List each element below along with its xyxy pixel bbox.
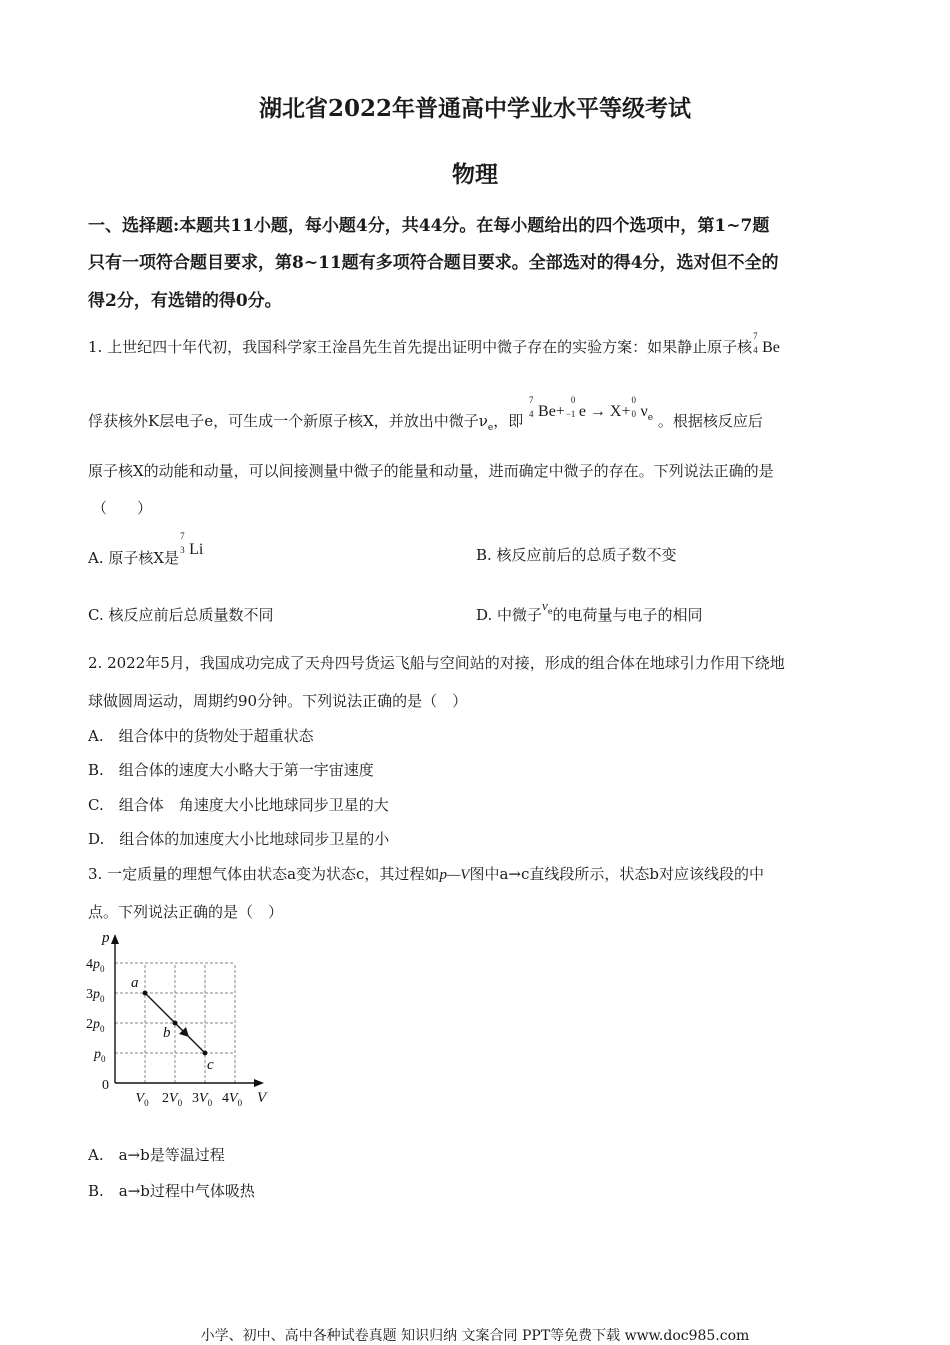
- q1-option-a: [88, 531, 204, 568]
- y-tick-label: $3p_0$: [86, 987, 105, 1004]
- q1-stem-text: 1. 上世纪四十年代初，我国科学家王淦昌先生首先提出证明中微子存在的实验方案：如果静止原子核: [88, 338, 753, 356]
- q1-line2-suffix: 。根据核反应后: [657, 412, 763, 430]
- q2-option-d: D. 组合体的加速度大小比地球同步卫星的小: [88, 830, 390, 848]
- q1-line2-mid: ，即: [493, 412, 524, 430]
- x-tick-label: $V_0$: [135, 1091, 149, 1108]
- q1-line2-prefix: 俘获核外K层电子e，可生成一个新原子核X，并放出中微子ν: [88, 412, 488, 430]
- q1-stem-line3: 原子核X的动能和动量，可以间接测量中微子的能量和动量，进而确定中微子的存在。下列说法正确的是: [88, 462, 774, 480]
- x-axis-label: V: [257, 1090, 267, 1106]
- q1-option-b: B. 核反应前后的总质子数不变: [476, 546, 677, 564]
- q2-option-a: A. 组合体中的货物处于超重状态: [88, 727, 314, 745]
- q2-option-b: B. 组合体的速度大小略大于第一宇宙速度: [88, 761, 374, 779]
- eq-be: Be+: [538, 403, 565, 420]
- q1-option-d-prefix: D. 中微子: [476, 606, 543, 624]
- page-footer: 小学、初中、高中各种试卷真题 知识归纳 文案合同 PPT等免费下载 www.doc985.com: [200, 1328, 750, 1344]
- x-tick-label: $4V_0$: [222, 1091, 243, 1108]
- q3-option-a: A. a→b是等温过程: [88, 1146, 225, 1164]
- y-tick-label: $2p_0$: [86, 1017, 105, 1034]
- li-mass-number: 7: [180, 531, 185, 541]
- x-axis-arrow: [254, 1079, 264, 1087]
- eq-e-mass: 0: [570, 395, 576, 405]
- be-charge-number: 4: [753, 345, 758, 355]
- q1-option-d-suffix: 的电荷量与电子的相同: [552, 606, 703, 624]
- chart-marks: [131, 975, 214, 1073]
- y-tick-label: $4p_0$: [86, 957, 105, 974]
- exam-title: 湖北省2022年普通高中学业水平等级考试: [258, 95, 691, 122]
- nu-subscript: e: [487, 423, 494, 433]
- eq-nu-charge: 0: [631, 409, 636, 419]
- li-charge-number: 3: [180, 545, 185, 555]
- q3-line1-b: 图中a→c直线段所示，状态b对应该线段的中: [469, 865, 764, 883]
- eq-nu-subscript: e: [647, 413, 654, 423]
- eq-be-mass: 7: [529, 395, 534, 405]
- state-label-b: b: [163, 1025, 171, 1041]
- q1-answer-blank: （ ）: [92, 499, 153, 517]
- origin-label: 0: [102, 1078, 109, 1093]
- q3-stem-line1: [88, 863, 764, 884]
- state-point-c: [203, 1051, 208, 1056]
- pv-axis-label: p—V: [439, 867, 470, 883]
- state-point-b: [173, 1021, 178, 1026]
- q1-option-d: [476, 598, 703, 626]
- q2-stem-line1: 2. 2022年5月，我国成功完成了天舟四号货运飞船与空间站的对接，形成的组合体在地球引力作用下绕地: [88, 654, 785, 672]
- q3-option-b: B. a→b过程中气体吸热: [88, 1182, 255, 1200]
- be-nuclide: [752, 331, 762, 355]
- li-symbol: Li: [189, 541, 204, 558]
- nuclear-equation: [528, 395, 654, 423]
- be-symbol: Be: [762, 339, 780, 356]
- be-mass-number: 7: [753, 331, 758, 341]
- q2-option-c: C. 组合体 角速度大小比地球同步卫星的大: [88, 796, 389, 814]
- section-instructions-line2: 只有一项符合题目要求，第8~11题有多项符合题目要求。全部选对的得4分，选对但不全的: [88, 253, 779, 273]
- eq-e-charge: −1: [565, 409, 576, 419]
- y-axis-label: p: [102, 930, 110, 946]
- section-instructions-line1: 一、选择题:本题共11小题，每小题4分，共44分。在每小题给出的四个选项中，第1~7题: [88, 216, 770, 236]
- q1-option-a-text: A. 原子核X是: [88, 549, 180, 567]
- y-tick-label: $p_0$: [94, 1047, 106, 1064]
- section-instructions-line3: 得2分，有选错的得0分。: [88, 291, 282, 311]
- q3-stem-line2: 点。下列说法正确的是（ ）: [88, 903, 284, 921]
- q1-stem-line1: [88, 331, 780, 357]
- state-label-c: c: [207, 1057, 214, 1073]
- state-point-a: [143, 991, 148, 996]
- chart-axes: [101, 930, 268, 1106]
- nu-symbol: ν: [542, 598, 548, 613]
- y-axis-arrow: [111, 934, 119, 944]
- eq-be-charge: 4: [529, 409, 534, 419]
- q3-line1-a: 3. 一定质量的理想气体由状态a变为状态c，其过程如: [88, 865, 440, 883]
- x-tick-label: $3V_0$: [192, 1091, 213, 1108]
- pv-diagram: [84, 928, 274, 1113]
- state-label-a: a: [131, 975, 139, 991]
- x-tick-label: $2V_0$: [162, 1091, 183, 1108]
- nu-symbol-subscript: e: [547, 607, 553, 616]
- subject-title: 物理: [452, 161, 498, 188]
- q1-option-c: C. 核反应前后总质量数不同: [88, 606, 274, 624]
- eq-nu: ν: [640, 403, 648, 420]
- q1-stem-line2: [88, 395, 763, 433]
- q2-stem-line2: 球做圆周运动，周期约90分钟。下列说法正确的是（ ）: [88, 692, 468, 710]
- eq-nu-mass: 0: [631, 395, 636, 405]
- eq-electron-arrow: e → X+: [578, 403, 631, 420]
